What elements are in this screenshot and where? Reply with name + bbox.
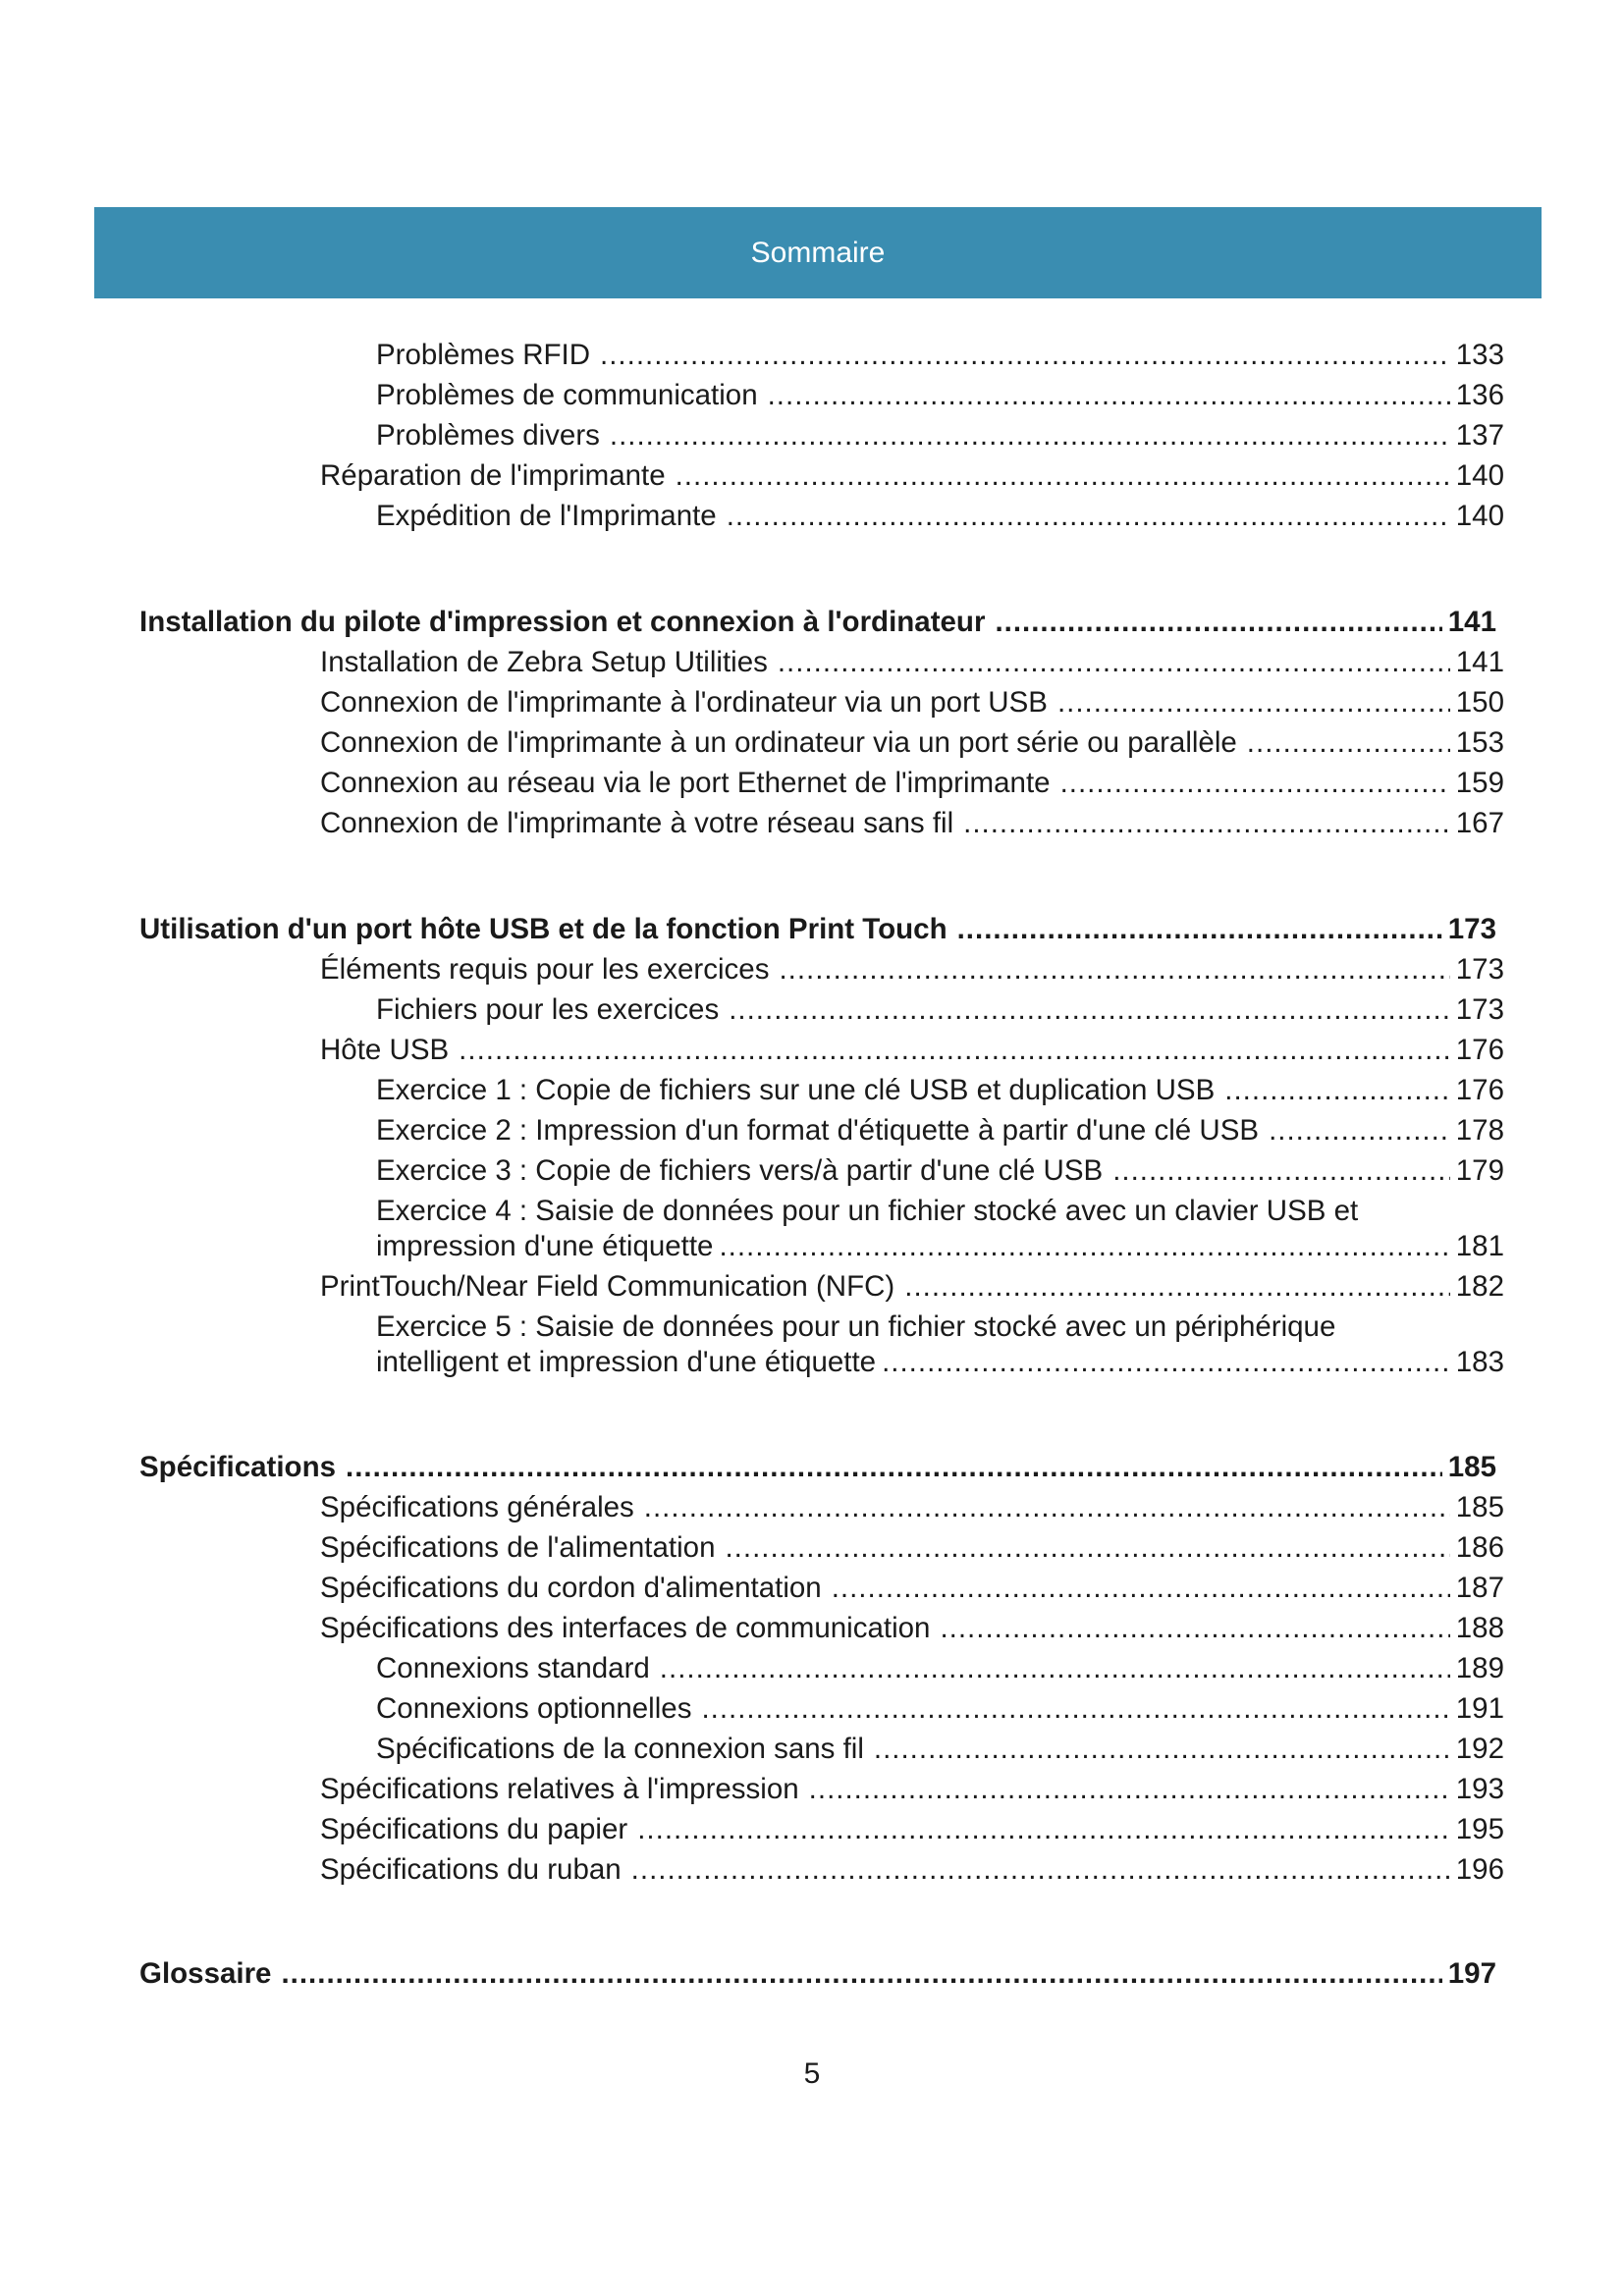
toc-leader-dots — [778, 645, 1450, 680]
toc-entry-page: 179 — [1455, 1154, 1504, 1187]
toc-entry-label-line2: impression d'une étiquette — [376, 1230, 714, 1262]
toc-entry-nfc[interactable] — [320, 1269, 1504, 1305]
toc-leader-dots — [459, 1033, 1450, 1068]
toc-leader-dots — [631, 1852, 1450, 1888]
toc-section-specifications[interactable] — [139, 1450, 1496, 1485]
toc-entry-page: 183 — [1455, 1346, 1504, 1378]
toc-entry-required-elements[interactable] — [320, 952, 1504, 988]
toc-leader-dots — [779, 952, 1449, 988]
toc-entry-serial-connection[interactable] — [320, 725, 1504, 761]
toc-entry-exercise-4[interactable] — [376, 1194, 1504, 1264]
toc-leader-dots — [957, 912, 1442, 947]
toc-entry-rfid[interactable] — [376, 338, 1504, 373]
toc-entry-label: Spécifications de la connexion sans fil — [376, 1733, 864, 1765]
toc-leader-dots — [701, 1691, 1449, 1727]
toc-leader-dots — [1112, 1153, 1450, 1189]
toc-entry-exercise-3[interactable] — [376, 1153, 1504, 1189]
toc-leader-dots — [727, 499, 1450, 534]
toc-entry-page: 173 — [1455, 953, 1504, 986]
toc-entry-power-specs[interactable] — [320, 1530, 1504, 1566]
toc-leader-dots — [809, 1772, 1450, 1807]
toc-entry-optional-connections[interactable] — [376, 1691, 1504, 1727]
toc-entry-label: Connexion de l'imprimante à l'ordinateur via un port USB — [320, 686, 1048, 719]
toc-entry-ribbon-specs[interactable] — [320, 1852, 1504, 1888]
toc-entry-label: Connexion de l'imprimante à un ordinateur via un port série ou parallèle — [320, 726, 1237, 759]
toc-section-page: 173 — [1447, 913, 1496, 945]
toc-entry-page: 140 — [1455, 500, 1504, 532]
toc-entry-print-specs[interactable] — [320, 1772, 1504, 1807]
toc-entry-wireless-connection[interactable] — [320, 806, 1504, 841]
toc-entry-label: Spécifications du papier — [320, 1813, 628, 1845]
toc-entry-label: Réparation de l'imprimante — [320, 459, 666, 492]
toc-entry-label-line1: Exercice 5 : Saisie de données pour un fichier stocké avec un périphérique — [376, 1310, 1336, 1343]
toc-entry-page: 191 — [1455, 1692, 1504, 1725]
toc-entry-label: Connexion de l'imprimante à votre réseau sans fil — [320, 807, 954, 839]
toc-leader-dots — [676, 458, 1450, 494]
toc-leader-dots — [1224, 1073, 1449, 1108]
toc-leader-dots — [995, 605, 1441, 640]
toc-entry-label: Spécifications du cordon d'alimentation — [320, 1572, 822, 1604]
toc-section-installation[interactable] — [139, 605, 1496, 640]
toc-entry-label: Problèmes de communication — [376, 379, 758, 411]
toc-entry-usb-connection[interactable] — [320, 685, 1504, 721]
toc-entry-page: 188 — [1455, 1612, 1504, 1644]
toc-entry-page: 150 — [1455, 686, 1504, 719]
toc-section-usb-host[interactable] — [139, 912, 1496, 947]
toc-entry-page: 137 — [1455, 419, 1504, 452]
toc-entry-label: Problèmes divers — [376, 419, 600, 452]
toc-entry-label: Spécifications générales — [320, 1491, 634, 1523]
toc-entry-page: 140 — [1455, 459, 1504, 492]
toc-entry-label: Installation de Zebra Setup Utilities — [320, 646, 768, 678]
toc-entry-general-specs[interactable] — [320, 1490, 1504, 1525]
toc-leader-dots — [281, 1956, 1441, 1992]
toc-entry-page: 136 — [1455, 379, 1504, 411]
page-number: 5 — [803, 2057, 821, 2090]
toc-section-page: 197 — [1447, 1957, 1496, 1990]
toc-entry-page: 185 — [1455, 1491, 1504, 1523]
toc-entry-page: 193 — [1455, 1773, 1504, 1805]
toc-entry-reparation[interactable] — [320, 458, 1504, 494]
toc-entry-page: 141 — [1455, 646, 1504, 678]
toc-entry-page: 187 — [1455, 1572, 1504, 1604]
toc-leader-dots — [637, 1812, 1450, 1847]
toc-section-label: Utilisation d'un port hôte USB et de la fonction Print Touch — [139, 913, 947, 945]
toc-entry-zebra-setup-utilities[interactable] — [320, 645, 1504, 680]
toc-leader-dots — [1269, 1113, 1450, 1148]
toc-entry-label: Éléments requis pour les exercices — [320, 953, 770, 986]
toc-entry-ethernet-connection[interactable] — [320, 766, 1504, 801]
toc-entry-exercise-5[interactable] — [376, 1309, 1504, 1380]
toc-entry-label: Hôte USB — [320, 1034, 450, 1066]
toc-entry-page: 159 — [1455, 767, 1504, 799]
toc-leader-dots — [729, 992, 1450, 1028]
toc-section-label: Installation du pilote d'impression et connexion à l'ordinateur — [139, 606, 986, 638]
toc-entry-label: Spécifications de l'alimentation — [320, 1531, 716, 1564]
toc-entry-label: Problèmes RFID — [376, 339, 591, 371]
toc-leader-dots — [768, 378, 1450, 413]
toc-entry-usb-host[interactable] — [320, 1033, 1504, 1068]
toc-leader-dots — [660, 1651, 1450, 1686]
toc-section-page: 185 — [1447, 1451, 1496, 1483]
toc-leader-dots — [874, 1732, 1450, 1767]
toc-leader-dots — [1247, 725, 1450, 761]
toc-entry-wireless-specs[interactable] — [376, 1732, 1504, 1767]
toc-entry-label: Spécifications relatives à l'impression — [320, 1773, 799, 1805]
toc-section-page: 141 — [1447, 606, 1496, 638]
toc-entry-expedition[interactable] — [376, 499, 1504, 534]
toc-section-label: Glossaire — [139, 1957, 272, 1990]
toc-entry-page: 176 — [1455, 1074, 1504, 1106]
toc-entry-page: 133 — [1455, 339, 1504, 371]
toc-entry-exercise-files[interactable] — [376, 992, 1504, 1028]
toc-entry-page: 196 — [1455, 1853, 1504, 1886]
toc-entry-label-line2: intelligent et impression d'une étiquette — [376, 1346, 877, 1378]
toc-leader-dots — [1057, 685, 1450, 721]
toc-leader-dots — [346, 1450, 1442, 1485]
toc-entry-page: 181 — [1455, 1230, 1504, 1262]
toc-section-glossary[interactable] — [139, 1956, 1496, 1992]
toc-entry-page: 195 — [1455, 1813, 1504, 1845]
toc-entry-label: Connexion au réseau via le port Ethernet de l'imprimante — [320, 767, 1051, 799]
toc-entry-divers[interactable] — [376, 418, 1504, 454]
toc-entry-exercise-2[interactable] — [376, 1113, 1504, 1148]
toc-entry-page: 192 — [1455, 1733, 1504, 1765]
toc-leader-dots — [719, 1229, 1449, 1264]
toc-entry-label: Exercice 3 : Copie de fichiers vers/à partir d'une clé USB — [376, 1154, 1104, 1187]
toc-entry-label: Connexions standard — [376, 1652, 650, 1684]
toc-entry-label: Spécifications des interfaces de communication — [320, 1612, 931, 1644]
toc-leader-dots — [904, 1269, 1450, 1305]
toc-entry-page: 153 — [1455, 726, 1504, 759]
toc-entry-communication[interactable] — [376, 378, 1504, 413]
toc-entry-label: Exercice 2 : Impression d'un format d'étiquette à partir d'une clé USB — [376, 1114, 1260, 1147]
toc-entry-page: 178 — [1455, 1114, 1504, 1147]
toc-entry-power-cord-specs[interactable] — [320, 1571, 1504, 1606]
toc-leader-dots — [644, 1490, 1450, 1525]
toc-header-banner — [94, 207, 1542, 298]
toc-entry-label: Expédition de l'Imprimante — [376, 500, 717, 532]
toc-leader-dots — [1060, 766, 1450, 801]
toc-entry-page: 176 — [1455, 1034, 1504, 1066]
toc-entry-page: 189 — [1455, 1652, 1504, 1684]
toc-leader-dots — [940, 1611, 1449, 1646]
toc-leader-dots — [725, 1530, 1449, 1566]
toc-leader-dots — [882, 1345, 1450, 1380]
toc-entry-exercise-1[interactable] — [376, 1073, 1504, 1108]
toc-entry-label: Exercice 1 : Copie de fichiers sur une clé USB et duplication USB — [376, 1074, 1216, 1106]
toc-entry-page: 173 — [1455, 993, 1504, 1026]
toc-entry-paper-specs[interactable] — [320, 1812, 1504, 1847]
toc-entry-label-line1: Exercice 4 : Saisie de données pour un fichier stocké avec un clavier USB et — [376, 1195, 1359, 1227]
toc-entry-label: Spécifications du ruban — [320, 1853, 622, 1886]
toc-section-label: Spécifications — [139, 1451, 337, 1483]
toc-entry-page: 182 — [1455, 1270, 1504, 1303]
toc-leader-dots — [832, 1571, 1450, 1606]
toc-entry-page: 167 — [1455, 807, 1504, 839]
toc-entry-label: Connexions optionnelles — [376, 1692, 692, 1725]
toc-entry-page: 186 — [1455, 1531, 1504, 1564]
toc-leader-dots — [610, 418, 1450, 454]
toc-entry-label: Fichiers pour les exercices — [376, 993, 720, 1026]
toc-entry-label: PrintTouch/Near Field Communication (NFC) — [320, 1270, 895, 1303]
toc-entry-standard-connections[interactable] — [376, 1651, 1504, 1686]
toc-title: Sommaire — [750, 236, 886, 269]
toc-leader-dots — [963, 806, 1450, 841]
toc-entry-interface-specs[interactable] — [320, 1611, 1504, 1646]
toc-leader-dots — [600, 338, 1450, 373]
